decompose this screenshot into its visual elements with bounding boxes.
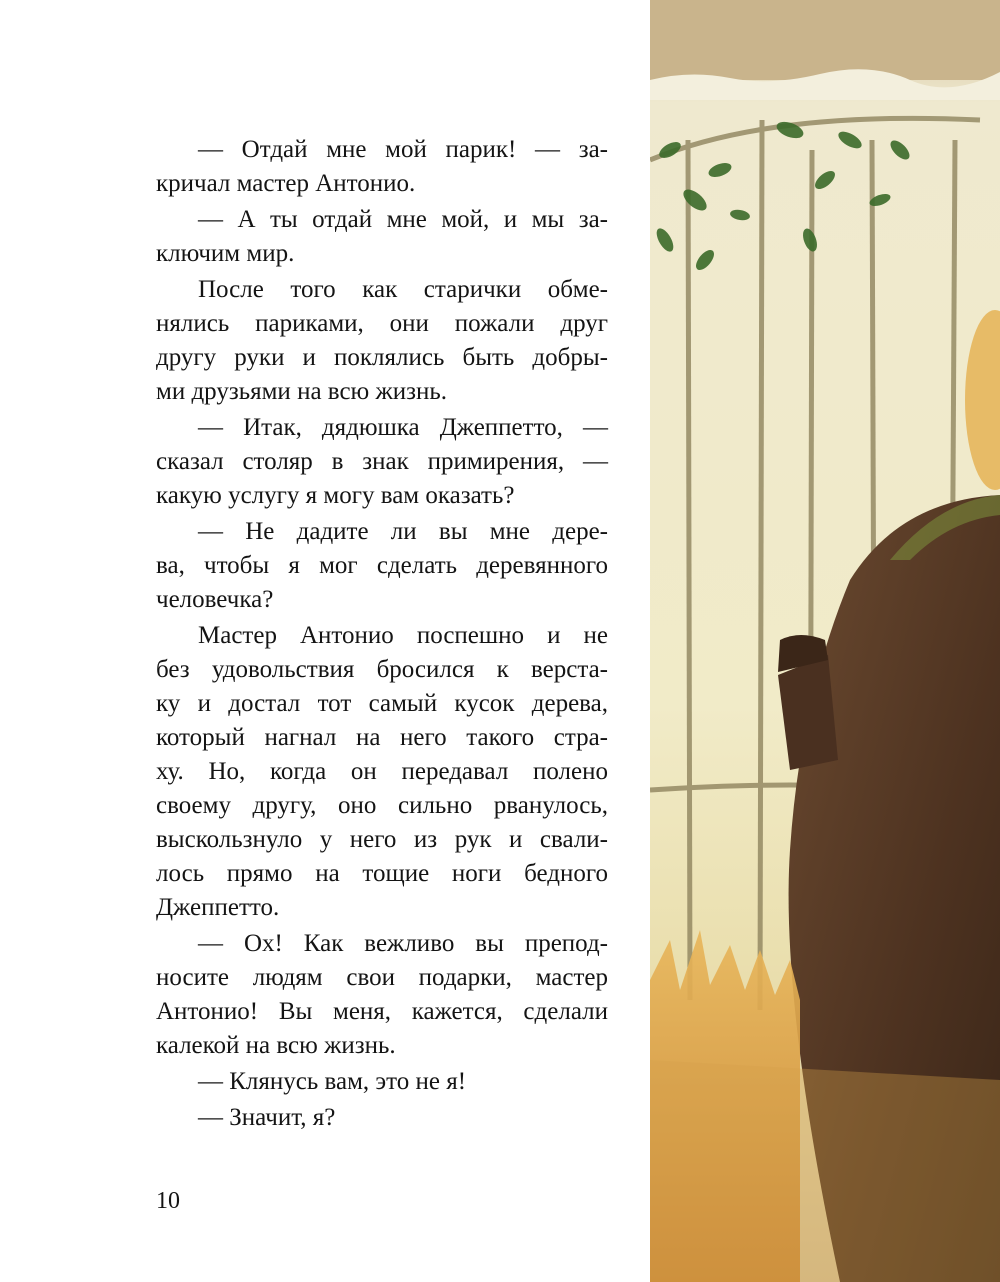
text-line: ку и достал тот самый кусок дерева, xyxy=(156,690,608,717)
text-line: Антонио! Вы меня, кажется, сделали xyxy=(156,998,608,1025)
text-line: ва, чтобы я мог сделать деревянного xyxy=(156,552,608,579)
text-line: — Значит, я? xyxy=(198,1104,336,1131)
text-line: человечка? xyxy=(156,586,274,613)
paragraph xyxy=(156,133,608,201)
paragraph xyxy=(156,1101,608,1135)
paragraph xyxy=(156,515,608,617)
text-line: нялись париками, они пожали друг xyxy=(156,310,608,337)
paragraph xyxy=(156,1065,608,1099)
text-line: своему другу, оно сильно рванулось, xyxy=(156,792,608,819)
text-line: — Не дадите ли вы мне дере- xyxy=(198,518,608,545)
text-line: — Клянусь вам, это не я! xyxy=(198,1068,467,1095)
text-line: После того как старички обме- xyxy=(198,276,608,303)
paragraph xyxy=(156,619,608,925)
text-line: носите людям свои подарки, мастер xyxy=(156,964,608,991)
text-line: какую услугу я могу вам оказать? xyxy=(156,482,515,509)
text-line: Джеппетто. xyxy=(156,894,280,921)
paragraph xyxy=(156,411,608,513)
text-line: калекой на всю жизнь. xyxy=(156,1032,396,1059)
text-line: — Отдай мне мой парик! — за- xyxy=(198,136,608,163)
paragraph xyxy=(156,273,608,409)
text-line: — А ты отдай мне мой, и мы за- xyxy=(198,206,608,233)
text-line: — Итак, дядюшка Джеппетто, — xyxy=(198,414,608,441)
text-line: лось прямо на тощие ноги бедного xyxy=(156,860,608,887)
page-number: 10 xyxy=(156,1188,180,1214)
text-line: ключим мир. xyxy=(156,240,295,267)
text-line: который нагнал на него такого стра- xyxy=(156,724,608,751)
illustration-painting xyxy=(650,0,1000,1282)
text-line: — Ох! Как вежливо вы препод- xyxy=(198,930,608,957)
paragraph xyxy=(156,203,608,271)
text-line: Мастер Антонио поспешно и не xyxy=(198,622,608,649)
text-line: выскользнуло у него из рук и свали- xyxy=(156,826,608,853)
text-line: сказал столяр в знак примирения, — xyxy=(156,448,608,475)
text-line: другу руки и поклялись быть добры- xyxy=(156,344,608,371)
page-text xyxy=(156,133,608,1137)
paragraph xyxy=(156,927,608,1063)
illustration xyxy=(650,0,1000,1282)
text-line: кричал мастер Антонио. xyxy=(156,170,416,197)
text-line: без удовольствия бросился к верста- xyxy=(156,656,608,683)
text-line: ми друзьями на всю жизнь. xyxy=(156,378,448,405)
text-line: ху. Но, когда он передавал полено xyxy=(156,758,608,785)
